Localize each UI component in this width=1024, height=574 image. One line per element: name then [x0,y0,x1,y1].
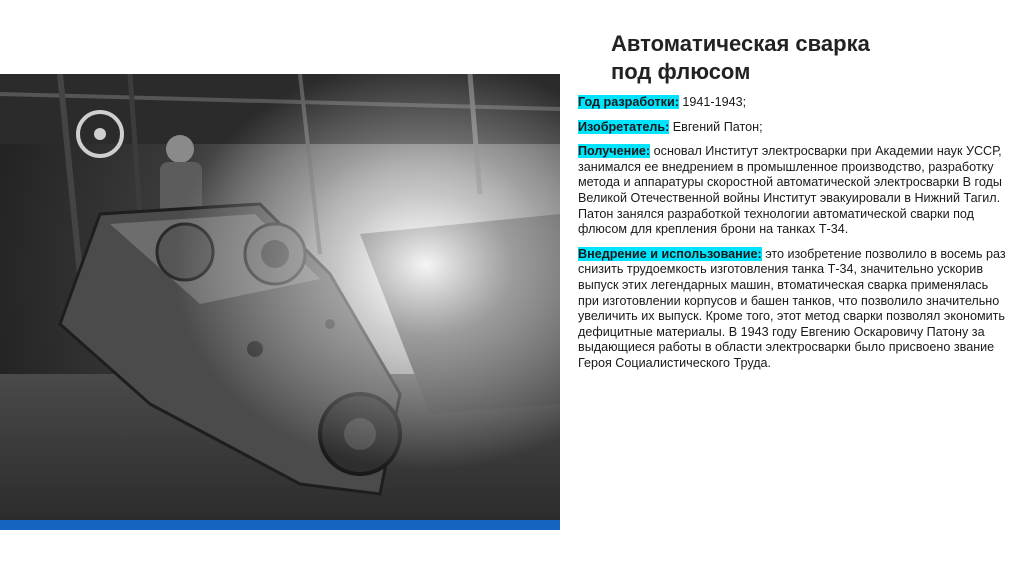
slide-title [611,30,870,86]
section-usage-label: Внедрение и использование: [578,246,762,261]
section-inventor-label: Изобретатель: [578,119,670,134]
section-inventor-text: Евгений Патон; [669,119,763,134]
wartime-tank-factory-photo [0,74,560,529]
section-usage [578,247,1008,372]
accent-bar [0,520,560,530]
section-usage-text: это изобретение позволило в восемь раз снизить трудоемкость изготовления танка Т-34, значительно ускорив выпуск этих легендарных машин, втоматическая сварка применялась при изготовлении корпусов и башен танков, что позволило значительно увеличить их выпуск. Кроме того, этот метод сварки позволял экономить дефицитные материалы. В 1943 году Евгению Оскаровичу Патону за выдающиеся работы в области электросварки было присвоено звание Героя Социалистического Труда. [578,246,1006,370]
section-origin-text: основал Институт электросварки при Академии наук УССР, занимался ее внедрением в промышленное производство, разработку метода и аппаратуры скоростной автоматической электросварки В годы Великой Отечественной войны Институт эвакуировали в Нижний Тагил. Патон занялся разработкой технологии автоматической сварки под флюсом для крепления брони на танках Т-34. [578,144,1002,237]
slide-title-line-2: под флюсом [611,59,751,84]
section-origin-label: Получение: [578,144,651,159]
section-origin [578,144,1008,238]
slide-body [578,95,1008,381]
section-year-text: 1941-1943; [678,95,747,109]
section-year [578,95,1008,111]
tank-factory-illustration [0,74,560,529]
slide-title-line-1: Автоматическая сварка [611,31,870,56]
section-inventor [578,120,1008,136]
section-year-label: Год разработки: [578,95,679,109]
